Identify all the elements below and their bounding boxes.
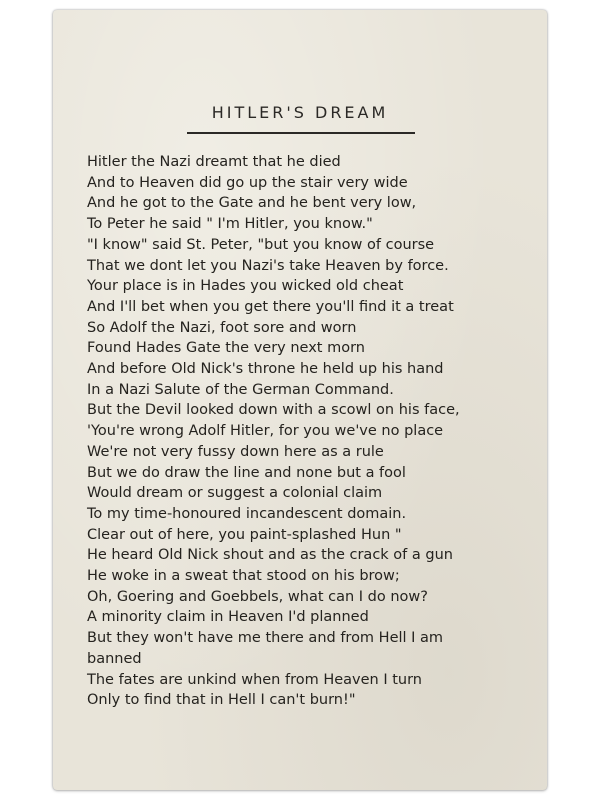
poem-line: So Adolf the Nazi, foot sore and worn [87,319,357,336]
poem-line: But they won't have me there and from Hell I am [87,630,444,647]
poem-line: 'You're wrong Adolf Hitler, for you we've no place [87,423,444,440]
poem-line: And he got to the Gate and he bent very low, [87,195,417,212]
poem-line: And I'll bet when you get there you'll find it a treat [87,298,454,315]
poem-line: But the Devil looked down with a scowl on his face, [87,402,460,419]
poem-line: And to Heaven did go up the stair very wide [87,174,408,191]
poem-line: To Peter he said " I'm Hitler, you know." [87,216,373,233]
poem-line: Found Hades Gate the very next morn [87,340,365,357]
poem-line: That we dont let you Nazi's take Heaven by force. [87,257,449,274]
poem-line: A minority claim in Heaven I'd planned [87,609,369,626]
poem-body [87,152,547,711]
poem-line: Only to find that in Hell I can't burn!" [87,692,356,709]
poem-line: banned [87,650,142,667]
poem-title: HITLER'S DREAM [211,103,389,122]
poem-line: Clear out of here, you paint-splashed Hun " [87,526,402,543]
postcard [53,10,547,790]
poem-line: Oh, Goering and Goebbels, what can I do now? [87,588,428,605]
poem-line: Your place is in Hades you wicked old cheat [87,278,404,295]
poem-line: "I know" said St. Peter, "but you know of course [87,236,435,253]
poem-line: To my time-honoured incandescent domain. [87,505,407,522]
title-underline [187,132,415,134]
poem-line: But we do draw the line and none but a fool [87,464,406,481]
poem-line: Would dream or suggest a colonial claim [87,485,383,502]
poem-line: He woke in a sweat that stood on his brow; [87,568,400,585]
poem-line: He heard Old Nick shout and as the crack of a gun [87,547,453,564]
poem-line: We're not very fussy down here as a rule [87,443,384,460]
poem-line: In a Nazi Salute of the German Command. [87,381,394,398]
poem-line: Hitler the Nazi dreamt that he died [87,154,341,170]
poem-line: And before Old Nick's throne he held up his hand [87,361,444,378]
poem-line: The fates are unkind when from Heaven I turn [87,671,422,688]
